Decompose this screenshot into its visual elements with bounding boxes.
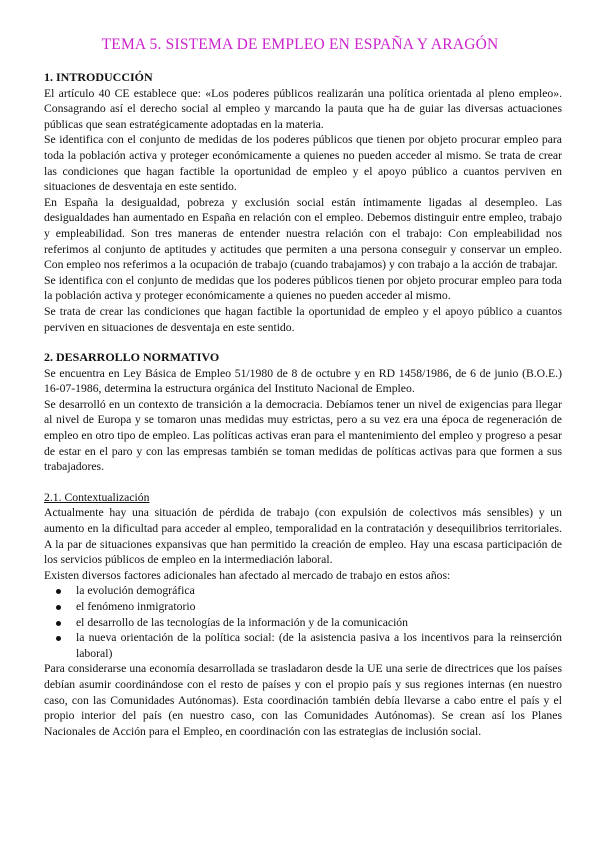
paragraph: Actualmente hay una situación de pérdida de trabajo (con expulsión de colectivos más sensibles) y un aumento en la dificultad para acceder al empleo, temporalidad en la contratación y desequilibrios territoriales. A la par de situaciones expansivas que han permitido la creación de empleo. Hay una escasa participación de los servicios públicos de empleo en la intermediación laboral.	[44, 506, 562, 567]
factors-list	[44, 583, 562, 661]
list-item: la evolución demográfica	[44, 583, 562, 599]
paragraph: Se identifica con el conjunto de medidas que los poderes públicos tienen por objeto procurar empleo para toda la población activa y proteger económicamente a quienes no pueden acceder al mismo.	[44, 273, 562, 303]
bullet-icon	[56, 605, 61, 610]
list-item: el fenómeno inmigratorio	[44, 599, 562, 615]
bullet-icon	[56, 589, 61, 594]
bullet-icon	[56, 636, 61, 641]
paragraph: Para considerarse una economía desarrollada se trasladaron desde la UE una serie de directrices que los países debían asumir coordinándose con el resto de países y con el propio país y sus regiones internas (en nuestro caso, con las Comunidades Autónomas). Esta coordinación también debía llevarse a cabo entre el país y el propio interior del país (en nuestro caso, con las Comunidades Autónomas). Se crean así los Planes Nacionales de Acción para el Empleo, en coordinación con las estrategias de inclusión social.	[44, 662, 562, 738]
paragraph: El artículo 40 CE establece que: «Los poderes públicos realizarán una política orientada al pleno empleo». Consagrando así el derecho social al empleo y marcando la pauta que ha de guiar las diversas actuaciones públicas que sean estratégicamente adoptadas en la materia.	[44, 86, 562, 131]
document-body	[44, 70, 562, 739]
bullet-icon	[56, 621, 61, 626]
paragraph: Se desarrolló en un contexto de transición a la democracia. Debíamos tener un nivel de exigencias para llegar al nivel de Europa y se tomaron unas medidas muy estrictas, pero a su vez era una época de regeneración de empleo en otro tipo de empleo. Las políticas activas eran para el mantenimiento del empleo y progreso a pesar de estar en el paro y con las empresas también se toman medidas de políticas activas para que formen a sus trabajadores.	[44, 397, 562, 474]
subsection-heading-contextualizacion: 2.1. Contextualización	[44, 490, 150, 504]
list-item: la nueva orientación de la política social: (de la asistencia pasiva a los incentivos para la reinserción laboral)	[44, 630, 562, 661]
paragraph: Se trata de crear las condiciones que hagan factible la oportunidad de empleo y el apoyo público a cuantos perviven en situaciones de desventaja en este sentido.	[44, 304, 562, 334]
document-title: TEMA 5. SISTEMA DE EMPLEO EN ESPAÑA Y ARAGÓN	[101, 36, 499, 53]
paragraph: Existen diversos factores adicionales han afectado al mercado de trabajo en estos años:	[44, 568, 451, 582]
section-heading-desarrollo-normativo: 2. DESARROLLO NORMATIVO	[44, 350, 220, 365]
list-item: el desarrollo de las tecnologías de la información y de la comunicación	[44, 615, 562, 631]
paragraph: Se encuentra en Ley Básica de Empleo 51/1980 de 8 de octubre y en RD 1458/1986, de 6 de junio (B.O.E.) 16-07-1986, determina la estructura orgánica del Instituto Nacional de Empleo.	[44, 366, 562, 396]
paragraph: En España la desigualdad, pobreza y exclusión social están íntimamente ligadas al desempleo. Las desigualdades han aumentado en España en relación con el empleo. Debemos distinguir entre empleo, trabajo y empleabilidad. Son tres maneras de entender nuestra relación con el trabajo: Con empleabilidad nos referimos al conjunto de aptitudes y actitudes que permiten a una persona conseguir y conservar un empleo. Con empleo nos referimos a la ocupación de trabajo (cuando trabajamos) y con trabajo a la acción de trabajar.	[44, 195, 562, 272]
paragraph: Se identifica con el conjunto de medidas de los poderes públicos que tienen por objeto procurar empleo para toda la población activa y proteger económicamente a quienes no pueden acceder al mismo. Se trata de crear las condiciones que hagan factible la oportunidad de empleo y el apoyo público a cuantos perviven en situaciones de desventaja en este sentido.	[44, 133, 562, 194]
section-heading-introduccion: 1. INTRODUCCIÓN	[44, 70, 153, 84]
